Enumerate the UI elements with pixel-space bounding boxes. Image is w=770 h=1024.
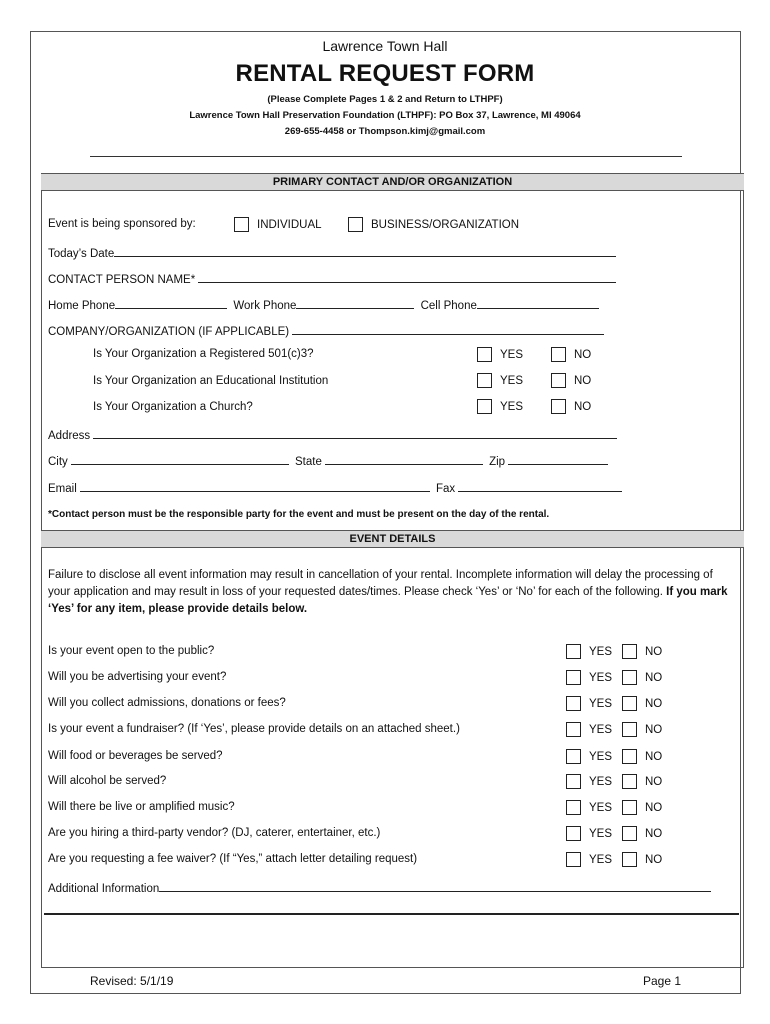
contact-info: 269-655-4458 or Thompson.kimj@gmail.com (284, 126, 486, 137)
event-question-no[interactable] (622, 670, 662, 685)
work-phone-field[interactable] (296, 297, 414, 309)
event-question: Will there be live or amplified music? (48, 801, 235, 813)
additional-info-row (48, 880, 714, 895)
work-phone-label: Work Phone (233, 300, 297, 312)
additional-info-label: Additional Information (48, 883, 160, 895)
zip-field[interactable] (508, 453, 608, 465)
city-field[interactable] (71, 453, 289, 465)
city-label: City (48, 456, 68, 468)
state-field[interactable] (325, 453, 483, 465)
checkbox[interactable] (566, 644, 581, 659)
yes-label: YES (589, 671, 613, 684)
home-phone-label: Home Phone (48, 300, 116, 312)
checkbox[interactable] (622, 749, 637, 764)
yes-label: YES (589, 775, 613, 788)
business-checkbox[interactable] (348, 217, 363, 232)
address-label: Address (48, 430, 91, 442)
event-intro-text: Failure to disclose all event information may result in cancellation of your rental. Incomplete information will delay the processing of your application and may result in loss of your requested dates/times. Please check ‘Yes’ or ‘No’ for each of the following. (48, 569, 713, 598)
contact-name-field[interactable] (198, 271, 616, 283)
checkbox[interactable] (566, 722, 581, 737)
cell-phone-field[interactable] (477, 297, 599, 309)
no-label: NO (645, 723, 663, 736)
checkbox[interactable] (551, 373, 566, 388)
revised-date: Revised: 5/1/19 (90, 974, 174, 988)
checkbox[interactable] (566, 800, 581, 815)
primary-section-title: PRIMARY CONTACT AND/OR ORGANIZATION (41, 173, 744, 191)
checkbox[interactable] (551, 399, 566, 414)
event-question-yes[interactable] (566, 696, 612, 711)
company-row (48, 323, 607, 338)
yes-label: YES (589, 827, 613, 840)
no-label: NO (645, 671, 663, 684)
instructions: (Please Complete Pages 1 & 2 and Return to LTHPF) (267, 94, 503, 105)
page-number: Page 1 (643, 974, 682, 988)
event-question-yes[interactable] (566, 749, 612, 764)
yes-label: YES (500, 374, 524, 387)
no-label: NO (645, 775, 663, 788)
checkbox[interactable] (622, 644, 637, 659)
event-question: Will food or beverages be served? (48, 750, 223, 762)
event-question-no[interactable] (622, 774, 662, 789)
no-label: NO (645, 645, 663, 658)
yes-label: YES (589, 801, 613, 814)
company-field[interactable] (292, 323, 604, 335)
checkbox[interactable] (477, 399, 492, 414)
phone-row (48, 297, 602, 312)
event-question: Will alcohol be served? (48, 775, 167, 787)
city-row (48, 453, 611, 468)
event-question: Are you requesting a fee waiver? (If “Yes,” attach letter detailing request) (48, 853, 418, 865)
no-label: NO (645, 827, 663, 840)
foundation-address: Lawrence Town Hall Preservation Foundation (LTHPF): PO Box 37, Lawrence, MI 49064 (189, 110, 581, 121)
checkbox[interactable] (566, 826, 581, 841)
header-divider (90, 156, 682, 157)
individual-label: INDIVIDUAL (257, 218, 322, 231)
event-question-no[interactable] (622, 749, 662, 764)
event-question-yes[interactable] (566, 852, 612, 867)
yes-label: YES (589, 723, 613, 736)
checkbox[interactable] (566, 852, 581, 867)
event-question-yes[interactable] (566, 774, 612, 789)
q-educational-yes[interactable] (477, 373, 523, 388)
q-educational: Is Your Organization an Educational Institution (93, 375, 329, 387)
email-row (48, 480, 625, 495)
event-question-no[interactable] (622, 722, 662, 737)
email-label: Email (48, 483, 77, 495)
event-intro-bold: If you mark ‘Yes’ for any item, please provide details below. (48, 586, 728, 615)
checkbox[interactable] (622, 722, 637, 737)
checkbox[interactable] (622, 800, 637, 815)
no-label: NO (645, 853, 663, 866)
event-question-yes[interactable] (566, 670, 612, 685)
event-question-no[interactable] (622, 826, 662, 841)
yes-label: YES (589, 750, 613, 763)
business-label: BUSINESS/ORGANIZATION (371, 218, 520, 231)
yes-label: YES (589, 853, 613, 866)
checkbox[interactable] (477, 347, 492, 362)
checkbox[interactable] (477, 373, 492, 388)
sponsored-label: Event is being sponsored by: (48, 218, 196, 230)
no-label: NO (574, 400, 592, 413)
checkbox[interactable] (566, 670, 581, 685)
individual-option[interactable] (234, 217, 322, 232)
no-label: NO (574, 348, 592, 361)
checkbox[interactable] (622, 696, 637, 711)
yes-label: YES (589, 697, 613, 710)
checkbox[interactable] (622, 852, 637, 867)
q-501c3-yes[interactable] (477, 347, 523, 362)
additional-info-line (44, 913, 739, 915)
address-row (48, 427, 620, 442)
q-educational-no[interactable] (551, 373, 591, 388)
checkbox[interactable] (566, 774, 581, 789)
no-label: NO (645, 801, 663, 814)
contact-name-row (48, 271, 619, 286)
yes-label: YES (500, 348, 524, 361)
individual-checkbox[interactable] (234, 217, 249, 232)
additional-info-field[interactable] (159, 880, 711, 892)
event-question-no[interactable] (622, 800, 662, 815)
town-name: Lawrence Town Hall (322, 38, 448, 54)
event-question-yes[interactable] (566, 800, 612, 815)
yes-label: YES (589, 645, 613, 658)
event-question-no[interactable] (622, 644, 662, 659)
event-question-no[interactable] (622, 852, 662, 867)
zip-label: Zip (489, 456, 506, 468)
checkbox[interactable] (566, 696, 581, 711)
q-501c3-no[interactable] (551, 347, 591, 362)
event-question-yes[interactable] (566, 826, 612, 841)
event-question: Is your event open to the public? (48, 645, 215, 657)
checkbox[interactable] (551, 347, 566, 362)
checkbox[interactable] (622, 774, 637, 789)
event-question: Is your event a fundraiser? (If ‘Yes’, please provide details on an attached sheet.) (48, 723, 460, 735)
event-question: Will you be advertising your event? (48, 671, 227, 683)
event-intro (48, 567, 738, 618)
contact-name-label: CONTACT PERSON NAME* (48, 274, 196, 286)
fax-label: Fax (435, 483, 456, 495)
state-label: State (295, 456, 322, 468)
event-question-yes[interactable] (566, 644, 612, 659)
no-label: NO (574, 374, 592, 387)
todays-date-field[interactable] (114, 245, 616, 257)
no-label: NO (645, 697, 663, 710)
yes-label: YES (500, 400, 524, 413)
q-church: Is Your Organization a Church? (93, 401, 253, 413)
event-question-no[interactable] (622, 696, 662, 711)
checkbox[interactable] (566, 749, 581, 764)
todays-date-label: Today’s Date (48, 248, 115, 260)
email-field[interactable] (80, 480, 430, 492)
cell-phone-label: Cell Phone (420, 300, 477, 312)
contact-note: *Contact person must be the responsible party for the event and must be present on the day of the rental. (48, 509, 550, 520)
business-option[interactable] (348, 217, 519, 232)
checkbox[interactable] (622, 826, 637, 841)
todays-date-row (48, 245, 619, 260)
event-question: Are you hiring a third-party vendor? (DJ, caterer, entertainer, etc.) (48, 827, 381, 839)
company-label: COMPANY/ORGANIZATION (IF APPLICABLE) (48, 326, 290, 338)
form-title: RENTAL REQUEST FORM (235, 60, 535, 87)
home-phone-field[interactable] (115, 297, 227, 309)
no-label: NO (645, 750, 663, 763)
q-church-no[interactable] (551, 399, 591, 414)
checkbox[interactable] (622, 670, 637, 685)
q-501c3: Is Your Organization a Registered 501(c)3? (93, 348, 314, 360)
q-church-yes[interactable] (477, 399, 523, 414)
address-field[interactable] (93, 427, 617, 439)
fax-field[interactable] (458, 480, 622, 492)
event-question-yes[interactable] (566, 722, 612, 737)
event-section-title: EVENT DETAILS (41, 530, 744, 548)
event-question: Will you collect admissions, donations or fees? (48, 697, 286, 709)
